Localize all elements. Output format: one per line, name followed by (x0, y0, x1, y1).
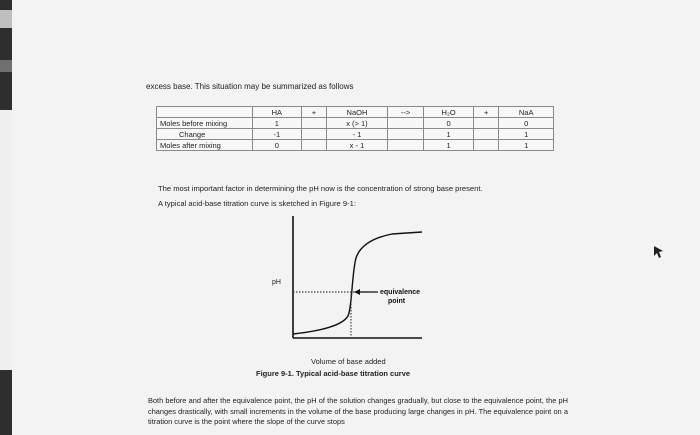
table-cell: 1 (252, 118, 301, 129)
table-cell (473, 140, 498, 151)
table-row-label: Change (157, 129, 253, 140)
mouse-cursor-icon (654, 246, 664, 258)
table-cell: + (473, 107, 498, 118)
y-axis-label: pH (272, 279, 281, 286)
table-row (157, 140, 554, 151)
table-cell: 1 (424, 129, 474, 140)
body-paragraph: Both before and after the equivalence point, the pH of the solution changes gradually, but close to the equivalence point, the pH changes drastically, with small increments in the volume of the base producing large changes in pH. The equivalence point on a titration curve is the point where the slope of the curve stops (148, 396, 568, 426)
paragraph-figure-intro: A typical acid-base titration curve is sketched in Figure 9-1: (158, 199, 356, 208)
table-cell: x - 1 (327, 140, 388, 151)
annotation-arrow-head (354, 289, 360, 295)
equivalence-label-line2: point (388, 298, 406, 305)
table-cell: - 1 (327, 129, 388, 140)
table-cell: 0 (252, 140, 301, 151)
titration-curve-figure (260, 212, 440, 372)
table-cell (301, 140, 326, 151)
table-cell: 1 (499, 129, 554, 140)
table-cell (387, 129, 424, 140)
table-cell (301, 118, 326, 129)
intro-text: excess base. This situation may be summarized as follows (146, 82, 354, 91)
table-cell: NaA (499, 107, 554, 118)
table-cell: 0 (499, 118, 554, 129)
edge-panel (0, 110, 12, 370)
table-row-label: Moles before mixing (157, 118, 253, 129)
titration-curve (293, 232, 422, 334)
table-cell: -1 (252, 129, 301, 140)
edge-mark (0, 60, 12, 72)
table-header-row (157, 107, 554, 118)
table-cell: --> (387, 107, 424, 118)
left-edge-strip (0, 0, 12, 435)
table-cell (473, 118, 498, 129)
table-cell: NaOH (327, 107, 388, 118)
figure-x-axis-label: Volume of base added (311, 357, 386, 366)
table-cell (387, 140, 424, 151)
table-cell: 0 (424, 118, 474, 129)
table-cell: 1 (499, 140, 554, 151)
table-row (157, 118, 554, 129)
edge-mark (0, 10, 12, 28)
table-cell: + (301, 107, 326, 118)
paragraph-strong-base: The most important factor in determining the pH now is the concentration of strong base present. (158, 184, 483, 193)
equivalence-label-line1: equivalence (380, 289, 421, 296)
table-cell: H₂O (424, 107, 474, 118)
table-row-label: Moles after mixing (157, 140, 253, 151)
table-cell (473, 129, 498, 140)
table-cell (157, 107, 253, 118)
table-cell: HA (252, 107, 301, 118)
figure-caption: Figure 9-1. Typical acid-base titration curve (256, 369, 411, 378)
table-cell (301, 129, 326, 140)
table-row (157, 129, 554, 140)
table-cell: x (> 1) (327, 118, 388, 129)
table-cell (387, 118, 424, 129)
mole-summary-table (156, 106, 554, 151)
table-cell: 1 (424, 140, 474, 151)
